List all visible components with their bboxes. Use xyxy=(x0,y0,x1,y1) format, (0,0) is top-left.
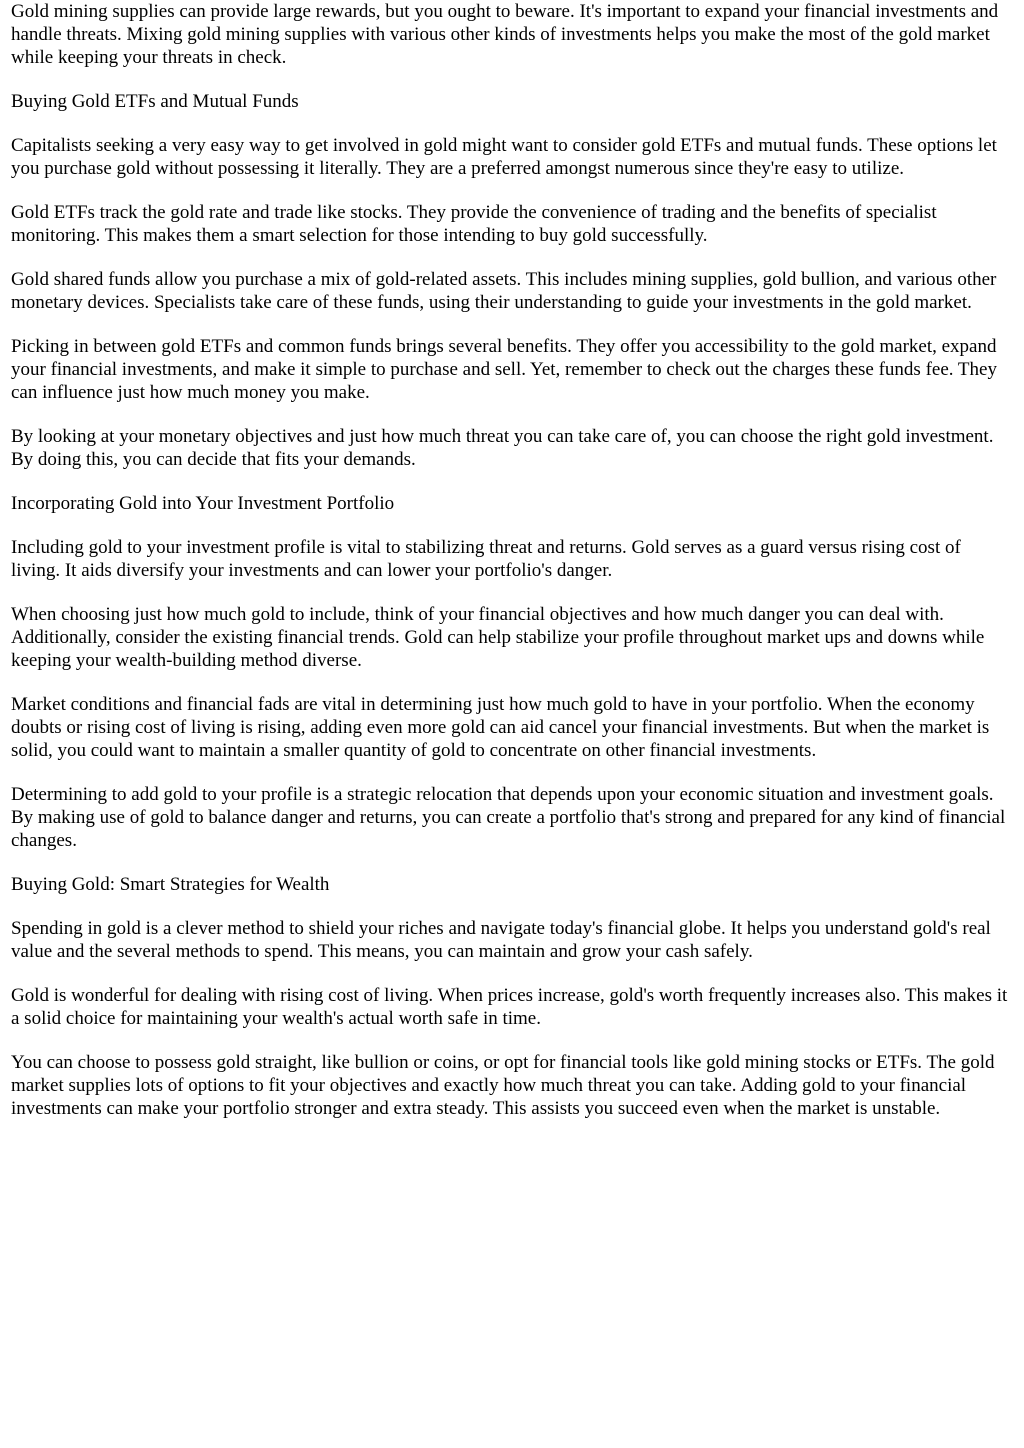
body-paragraph: You can choose to possess gold straight, like bullion or coins, or opt for financial tools like gold mining stocks or ETFs. The gold market supplies lots of options to fit your objectives and exactly how much threat you can take. Adding gold to your financial investments can make your portfolio stronger and extra steady. This assists you succeed even when the market is unstable. xyxy=(11,1052,995,1119)
body-paragraph: Picking in between gold ETFs and common funds brings several benefits. They offer you accessibility to the gold market, expand your financial investments, and make it simple to purchase and sell. Yet, remember to check out the charges these funds fee. They can influence just how much money you make. xyxy=(11,336,997,403)
section-heading: Buying Gold: Smart Strategies for Wealth xyxy=(11,874,330,895)
body-paragraph: Spending in gold is a clever method to shield your riches and navigate today's financial globe. It helps you understand gold's real value and the several methods to spend. This means, you can maintain and grow your cash safely. xyxy=(11,918,991,962)
section-heading: Buying Gold ETFs and Mutual Funds xyxy=(11,91,299,112)
body-paragraph: Capitalists seeking a very easy way to get involved in gold might want to consider gold ETFs and mutual funds. These options let you purchase gold without possessing it literally. They are a preferred amongst numerous since they're easy to utilize. xyxy=(11,135,997,179)
body-paragraph: Including gold to your investment profile is vital to stabilizing threat and returns. Gold serves as a guard versus rising cost of living. It aids diversify your investments and can lower your portfolio's danger. xyxy=(11,537,961,581)
body-paragraph: Market conditions and financial fads are vital in determining just how much gold to have in your portfolio. When the economy doubts or rising cost of living is rising, adding even more gold can aid cancel your financial investments. But when the market is solid, you could want to maintain a smaller quantity of gold to concentrate on other financial investments. xyxy=(11,694,990,761)
section-heading: Incorporating Gold into Your Investment Portfolio xyxy=(11,493,395,514)
body-paragraph: By looking at your monetary objectives and just how much threat you can take care of, you can choose the right gold investment. By doing this, you can decide that fits your demands. xyxy=(11,426,994,470)
intro-paragraph: Gold mining supplies can provide large rewards, but you ought to beware. It's important to expand your financial investments and handle threats. Mixing gold mining supplies with various other kinds of investments helps you make the most of the gold market while keeping your threats in check. xyxy=(11,1,999,68)
body-paragraph: Gold shared funds allow you purchase a mix of gold-related assets. This includes mining supplies, gold bullion, and various other monetary devices. Specialists take care of these funds, using their understanding to guide your investments in the gold market. xyxy=(11,269,997,313)
body-paragraph: Gold ETFs track the gold rate and trade like stocks. They provide the convenience of trading and the benefits of specialist monitoring. This makes them a smart selection for those intending to buy gold successfully. xyxy=(11,202,937,246)
body-paragraph: Gold is wonderful for dealing with rising cost of living. When prices increase, gold's worth frequently increases also. This makes it a solid choice for maintaining your wealth's actual worth safe in time. xyxy=(11,985,1008,1029)
body-paragraph: Determining to add gold to your profile is a strategic relocation that depends upon your economic situation and investment goals. By making use of gold to balance danger and returns, you can create a portfolio that's strong and prepared for any kind of financial changes. xyxy=(11,784,1006,851)
body-paragraph: When choosing just how much gold to include, think of your financial objectives and how much danger you can deal with. Additionally, consider the existing financial trends. Gold can help stabilize your profile throughout market ups and downs while keeping your wealth-building method diverse. xyxy=(11,604,985,671)
